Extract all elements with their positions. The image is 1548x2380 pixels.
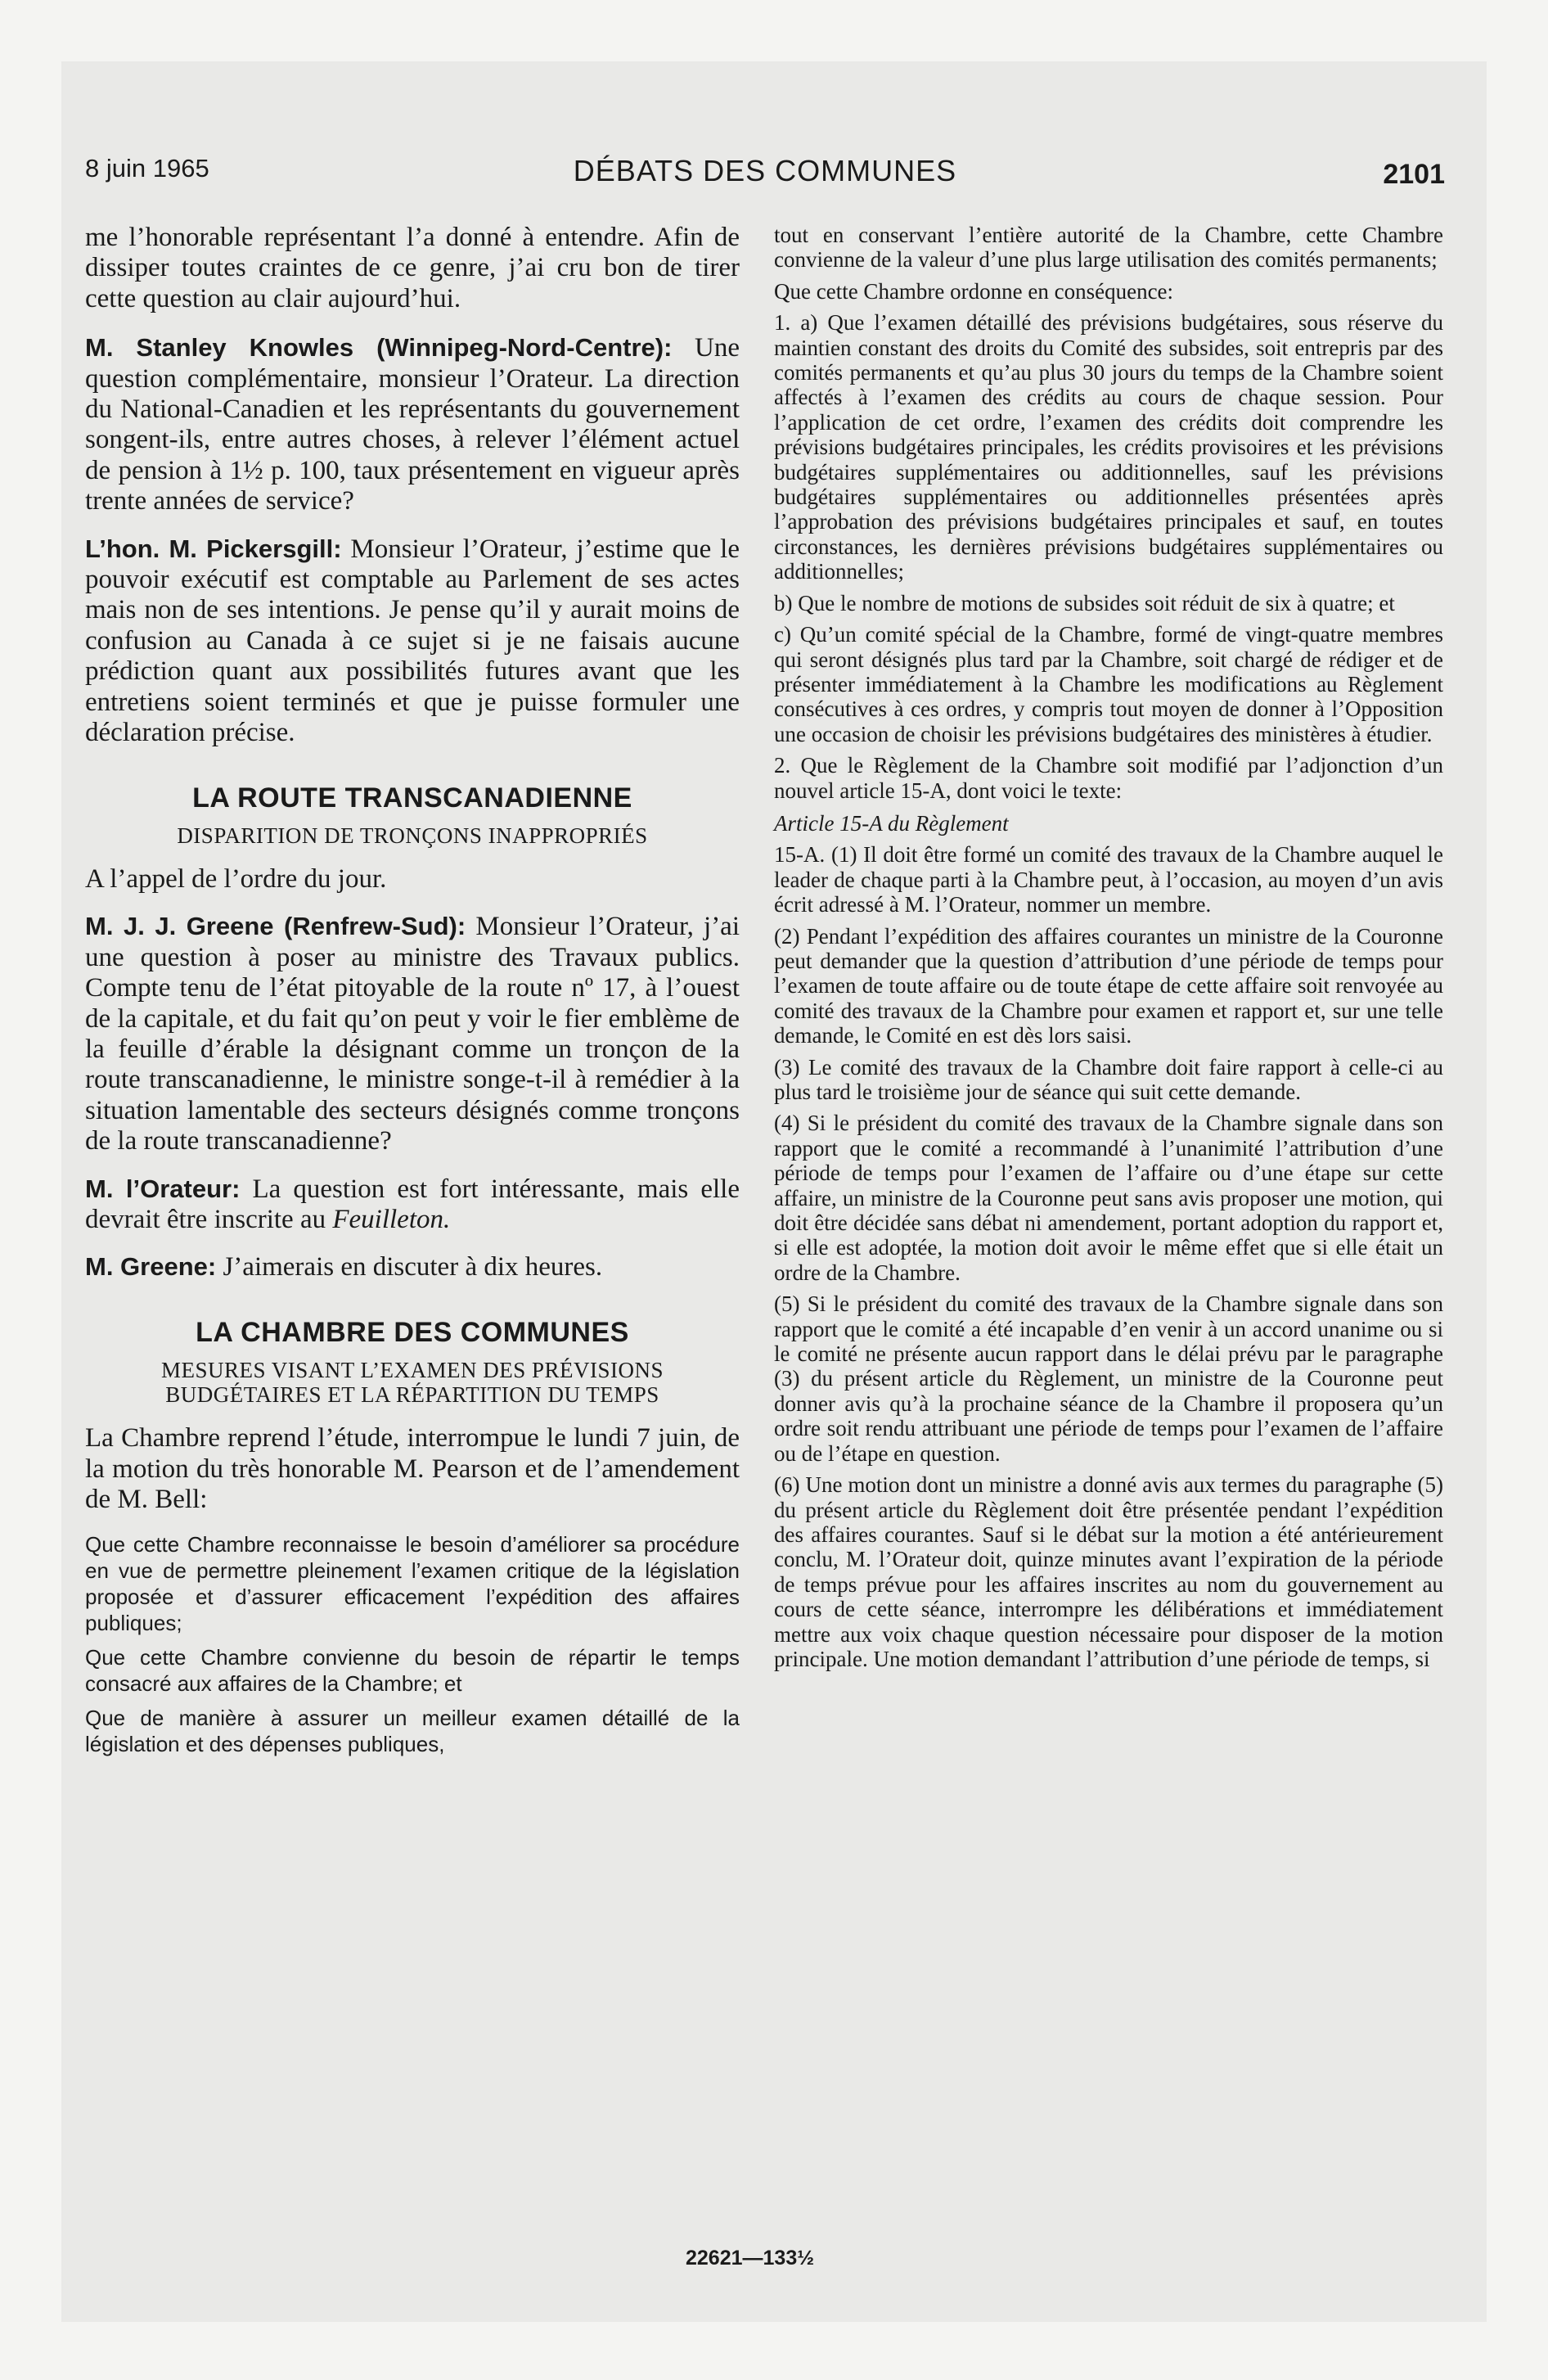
motion-text: b) Que le nombre de motions de subsides soit réduit de six à quatre; et (774, 590, 1395, 615)
speech-pickersgill (85, 534, 740, 749)
paragraph: La Chambre reprend l’étude, interrompue le lundi 7 juin, de la motion du très honorable M. Pearson et de l’amendement de M. Bell: (85, 1423, 740, 1514)
speech-greene-2 (85, 1251, 740, 1282)
speech-text: J’aimerais en discuter à dix heures. (216, 1252, 603, 1282)
speech-text: Monsieur l’Orateur, j’ai une question à poser au ministre des Travaux publics. Compte tenu de l’état pitoyable de la route nº 17, à l’ouest de la capitale, et du fait qu’on peut y voir le fier emblème de la feuille d’érable la désignant comme un tronçon de la route transcanadienne, le ministre songe-t-il à remédier à la situation lamentable des secteurs désignés comme tronçons de la route transcanadienne? (85, 912, 740, 1156)
article-paragraph: (6) Une motion dont un ministre a donné avis aux termes du paragraphe (5) du présent article du Règlement doit être présentée pendant l’expédition des affaires courantes. Sauf si le débat sur la motion a été antérieurement conclu, M. l’Orateur doit, quinze minutes avant l’expiration de la période de temps prévue pour les affaires inscrites au nom du gouvernement au cours de cette séance, interrompre les délibérations et immédiatement mettre aux voix chaque question nécessaire pour disposer de la motion principale. Une motion demandant l’attribution d’une période de temps, si (774, 1472, 1443, 1671)
section-title: LA CHAMBRE DES COMMUNES (196, 1316, 629, 1348)
header-title: DÉBATS DES COMMUNES (573, 154, 957, 187)
article-paragraph: (5) Si le président du comité des travaux de la Chambre signale dans son rapport que le comité a été incapable d’en venir à un accord unanime ou si le comité ne présente aucun rapport dans le délai prévu par le paragraphe (3) du présent article du Règlement, un ministre de la Couronne peut donner avis qu’à la prochaine séance de la Chambre il proposera qu’un ordre soit rendu attribuant une période de temps pour l’examen de l’affaire ou de l’étape en question. (774, 1291, 1443, 1466)
speaker-name: M. J. J. Greene (Renfrew-Sud): (85, 912, 466, 941)
speech-text: Une question complémentaire, monsieur l’Orateur. La direction du National-Canadien et les représentants du gouvernement songent-ils, entre autres choses, à relever l’élément actuel de pension à 1½ p. 100, taux présentement en vigueur après trente années de service? (85, 333, 740, 516)
article-paragraph: (4) Si le président du comité des travaux de la Chambre signale dans son rapport que le comité a recommandé à l’unanimité l’attribution d’une période de temps pour l’examen de l’affaire ou d’une étape sur cette affaire, un ministre de la Couronne peut sans avis proposer une motion, qui doit être décidée sans débat ni amendement, portant adoption du rapport et, si elle est adoptée, la motion doit avoir le même effet que si elle était un ordre de la Chambre. (774, 1111, 1443, 1285)
paragraph: me l’honorable représentant l’a donné à entendre. Afin de dissiper toutes craintes de ce genre, j’ai cru bon de tirer cette question au clair aujourd’hui. (85, 223, 740, 313)
section-title: LA ROUTE TRANSCANADIENNE (192, 782, 632, 814)
motion-text: 1. a) Que l’examen détaillé des prévisions budgétaires, sous réserve du maintien constant des droits du Comité des subsides, soit entrepris par des comités permanents et qu’au plus 30 jours du temps de la Chambre soient affectés à l’examen des crédits au cours de chaque session. Pour l’application de cet ordre, l’examen des crédits doit comprendre les prévisions budgétaires principales, les crédits provisoires et les prévisions budgétaires supplémentaires ou additionnelles, sauf les prévisions budgétaires supplémentaires ou additionnelles présentées après l’approbation des prévisions budgétaires principales et sauf, en toutes circonstances, les dernières prévisions budgétaires supplémentaires ou additionnelles; (774, 310, 1443, 584)
article-paragraph: 15-A. (1) Il doit être formé un comité des travaux de la Chambre auquel le leader de chaque parti à la Chambre peut, à l’occasion, au moyen d’un avis écrit adressé à M. l’Orateur, nommer un membre. (774, 842, 1443, 917)
motion-text: c) Qu’un comité spécial de la Chambre, formé de vingt-quatre membres qui seront désignés plus tard par la Chambre, soit chargé de rédiger et de présenter immédiatement à la Chambre les modifications au Règlement consécutives à ces ordres, y compris tout moyen de donner à l’Opposition une occasion de choisir les prévisions budgétaires des ministères à étudier. (774, 622, 1443, 746)
motion-quote: Que cette Chambre convienne du besoin de répartir le temps consacré aux affaires de la Chambre; et (85, 1645, 740, 1697)
speaker-name: M. l’Orateur: (85, 1174, 241, 1203)
footer-code: 22621—133½ (686, 2247, 815, 2270)
motion-text: tout en conservant l’entière autorité de la Chambre, cette Chambre convienne de la valeur d’une plus large utilisation des comités permanents; (774, 223, 1443, 273)
page-header (85, 154, 1445, 203)
motion-quote: Que cette Chambre reconnaisse le besoin d’améliorer sa procédure en vue de permettre pleinement l’examen critique de la législation proposée et d’assurer efficacement l’expédition des affaires publiques; (85, 1532, 740, 1636)
speech-greene (85, 911, 740, 1156)
article-paragraph: (2) Pendant l’expédition des affaires courantes un ministre de la Couronne peut demander que la question d’attribution d’une période de temps pour l’examen de toute affaire ou de toute étape de cette affaire soit renvoyée au comité des travaux de la Chambre pour examen et rapport et, sur une telle demande, le Comité en est dès lors saisi. (774, 923, 1443, 1048)
section-subtitle: DISPARITION DE TRONÇONS INAPPROPRIÉS (177, 823, 648, 848)
left-column (85, 223, 740, 1765)
motion-quote: Que de manière à assurer un meilleur examen détaillé de la législation et des dépenses publiques, (85, 1706, 740, 1757)
section-subtitle: MESURES VISANT L’EXAMEN DES PRÉVISIONS BUDGÉTAIRES ET LA RÉPARTITION DU TEMPS (160, 1358, 664, 1408)
speech-knowles (85, 332, 740, 516)
motion-text: Que cette Chambre ordonne en conséquence: (774, 278, 1174, 304)
speech-italic: Feuilleton. (332, 1204, 451, 1234)
speaker-name: M. Stanley Knowles (Winnipeg-Nord-Centre): (85, 333, 673, 363)
speaker-name: L’hon. M. Pickersgill: (85, 534, 342, 563)
motion-text: 2. Que le Règlement de la Chambre soit modifié par l’adjonction d’un nouvel article 15-A, dont voici le texte: (774, 753, 1443, 803)
speaker-name: M. Greene: (85, 1252, 217, 1282)
page-number: 2101 (1383, 159, 1445, 190)
right-column (774, 223, 1443, 1678)
procedural-note: A l’appel de l’ordre du jour. (85, 863, 387, 894)
article-title: Article 15-A du Règlement (774, 810, 1009, 836)
speech-text: La question est fort intéressante, mais elle devrait être inscrite au (85, 1174, 740, 1234)
speech-orateur (85, 1174, 740, 1236)
header-date: 8 juin 1965 (85, 154, 209, 183)
article-paragraph: (3) Le comité des travaux de la Chambre doit faire rapport à celle-ci au plus tard le troisième jour de séance qui suit cette demande. (774, 1054, 1443, 1104)
speech-text: Monsieur l’Orateur, j’estime que le pouvoir exécutif est comptable au Parlement de ses actes mais non de ses intentions. Je pense qu’il y aurait moins de confusion au Canada à ce sujet si je ne faisais aucune prédiction quant aux possibilités futures avant que les entretiens soient terminés et que je puisse formuler une déclaration précise. (85, 534, 740, 748)
